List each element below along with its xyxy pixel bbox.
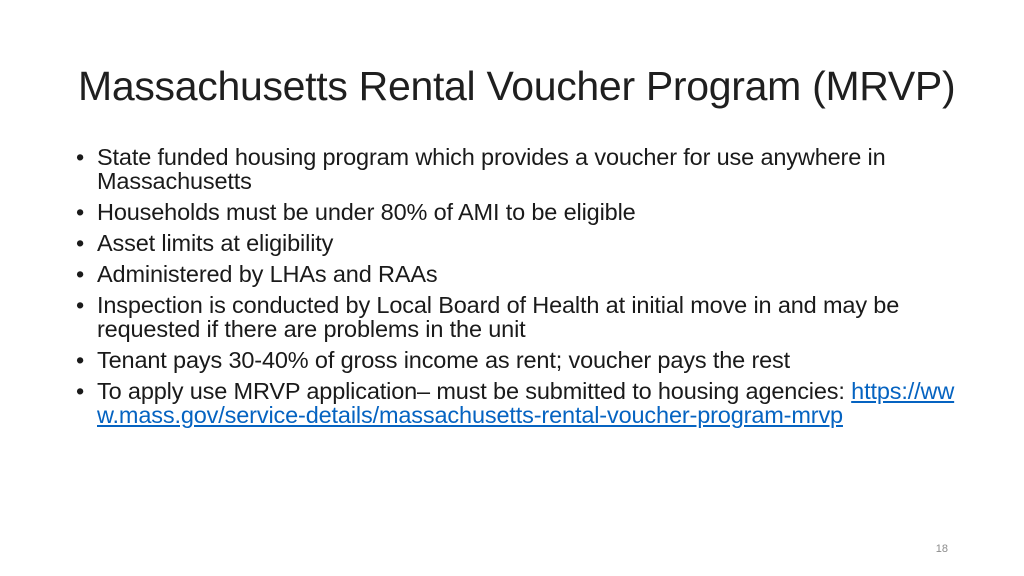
bullet-text: Inspection is conducted by Local Board of Health at initial move in and may be requested if there are problems in the unit bbox=[97, 292, 900, 342]
page-number: 18 bbox=[935, 543, 948, 555]
bullet-text: State funded housing program which provides a voucher for use anywhere in Massachusetts bbox=[97, 144, 886, 194]
bullet-dot: • bbox=[76, 230, 85, 256]
bullet-dot: • bbox=[76, 199, 85, 225]
bullet-text: Administered by LHAs and RAAs bbox=[97, 261, 438, 287]
slide-title: Massachusetts Rental Voucher Program (MRVP) bbox=[78, 63, 956, 109]
bullet-dot: • bbox=[76, 144, 85, 170]
bullet-text: To apply use MRVP application– must be submitted to housing agencies: bbox=[97, 378, 845, 404]
bullet-item bbox=[72, 348, 972, 372]
bullet-dot: • bbox=[76, 261, 85, 287]
bullet-item bbox=[72, 293, 972, 341]
bullet-dot: • bbox=[76, 292, 85, 318]
bullet-item bbox=[72, 231, 972, 255]
bullet-item bbox=[72, 145, 972, 193]
bullet-item-apply bbox=[72, 379, 972, 427]
bullet-text: Households must be under 80% of AMI to be eligible bbox=[97, 199, 636, 225]
bullet-list bbox=[72, 145, 972, 434]
bullet-item bbox=[72, 262, 972, 286]
bullet-item bbox=[72, 200, 972, 224]
mrvp-link[interactable]: https://www.mass.gov/service-details/massachusetts-rental-voucher-program-mrvp bbox=[97, 378, 955, 428]
bullet-dot: • bbox=[76, 378, 85, 404]
bullet-dot: • bbox=[76, 347, 85, 373]
bullet-text: Tenant pays 30-40% of gross income as rent; voucher pays the rest bbox=[97, 347, 791, 373]
bullet-text: Asset limits at eligibility bbox=[97, 230, 334, 256]
